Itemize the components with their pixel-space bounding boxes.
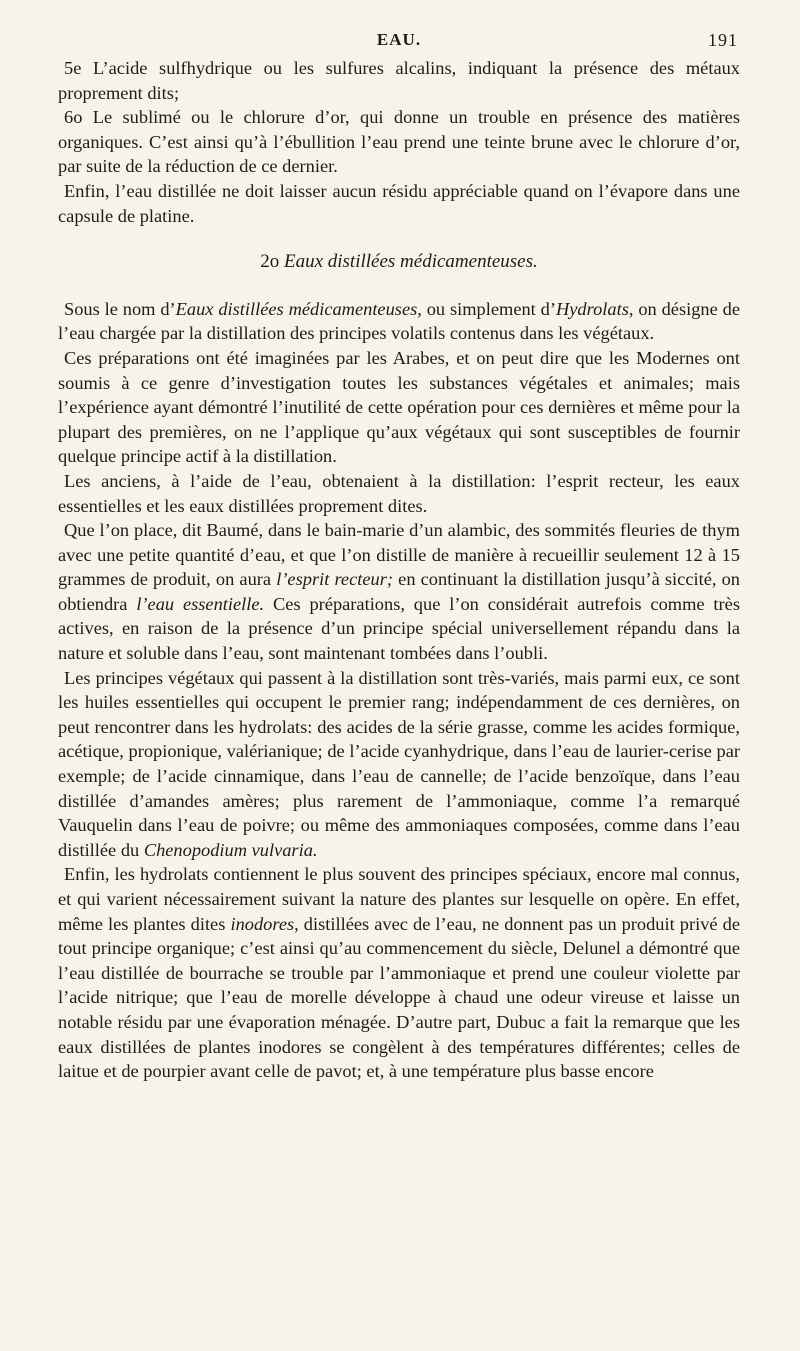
text-run: Enfin, les hydrolats contiennent le plus souvent des principes spéciaux, encore mal connus, et qui varient nécessairement suivant la nature des plantes sur lesquelle on opère. En effet, même les plantes dites — [58, 864, 740, 934]
text-run: Les principes végétaux qui passent à la distillation sont très-variés, mais parmi eux, ce sont les huiles essentielles qui occupent le premier rang; indépendamment de ces dernières, on peut rencontrer dans les hydrolats: des acides de la série grasse, comme les acides formique, acétique, propionique, valérianique; de l’acide cyanhydrique, dans l’eau de laurier-cerise par exemple; de l’acide cinnamique, dans l’eau de cannelle; de l’acide benzoïque, dans l’eau distillée d’amandes amères; plus rarement de l’ammoniaque, comme l’a remarqué Vauquelin dans l’eau de poivre; ou même des ammoniaques composées, comme dans l’eau distillée du — [58, 667, 740, 860]
running-head — [58, 28, 740, 56]
paragraph-item-5: 5e L’acide sulfhydrique ou les sulfures alcalins, indiquant la présence des métaux proprement dits; — [58, 58, 740, 103]
page-number: 191 — [708, 30, 738, 50]
paragraph-item-6: 6o Le sublimé ou le chlorure d’or, qui donne un trouble en présence des matières organiques. C’est ainsi qu’à l’ébullition l’eau prend une teinte brune avec le chlorure d’or, par suite de la réduction de ce dernier. — [58, 107, 740, 177]
page-body — [58, 56, 740, 1084]
italic-term: Hydrolats, — [555, 298, 634, 319]
text-run: Que l’on place, dit Baumé, dans le bain-marie d’un alambic, des sommités fleuries de thym avec une petite quantité d’eau, et que l’on distille de manière à recueillir seulement 12 à 15 grammes de produit, on aura — [58, 520, 740, 590]
text-run: ou simplement d’ — [421, 298, 556, 319]
paragraph-origins: Ces préparations ont été imaginées par les Arabes, et on peut dire que les Modernes ont soumis à ce genre d’investigation toutes les substances végétales et animales; mais l’expérience ayant démontré l’inutilité de cette opération pour ces dernières et même pour la plupart des premières, on ne l’applique qu’aux végétaux qui sont susceptibles de fournir quelque principe actif à la distillation. — [58, 347, 740, 467]
text-run: Sous le nom d’ — [64, 298, 176, 319]
paragraph-enfin-hydrolats — [58, 862, 740, 1083]
section-title: Eaux distillées médicamenteuses. — [283, 251, 538, 273]
italic-term: Chenopodium vulvaria. — [143, 839, 318, 860]
section-number: 2o — [260, 251, 280, 273]
paragraph-enfin: Enfin, l’eau distillée ne doit laisser aucun résidu appréciable quand on l’évapore dans une capsule de platine. — [58, 180, 740, 226]
text-run: distillées avec de l’eau, ne donnent pas un produit privé de tout principe organique; c’est ainsi qu’au commencement du siècle, Delunel a démontré que l’eau distillée de bourrache se trouble par l’ammoniaque et prend une couleur violette par l’acide nitrique; que l’eau de morelle développe à chaud une odeur vireuse et laisse un notable résidu par une évaporation ménagée. D’autre part, Dubuc a fait la remarque que les eaux distillées de plantes inodores se congèlent à des températures différentes; celles de laitue et de pourpier avant celle de pavot; et, à une température plus basse encore — [58, 913, 740, 1082]
italic-term: inodores, — [230, 913, 299, 934]
italic-term: l’eau essentielle. — [136, 593, 265, 614]
paragraph-definition — [58, 297, 740, 346]
italic-term: Eaux distillées médicamenteuses, — [175, 298, 422, 319]
italic-term: l’esprit recteur; — [276, 569, 394, 590]
paragraph-anciens: Les anciens, à l’aide de l’eau, obtenaient à la distillation: l’esprit recteur, les eaux essentielles et les eaux distillées proprement dites. — [58, 470, 740, 516]
paragraph-baume — [58, 518, 740, 666]
section-heading — [58, 250, 740, 275]
text-run: on désigne de l’eau chargée par la distillation des principes volatils contenus dans les végétaux. — [58, 298, 740, 344]
paragraph-principes — [58, 666, 740, 863]
text-run: Ces préparations, que l’on considérait autrefois comme très actives, en raison de la présence d’un principe spécial universellement répandu dans la nature et soluble dans l’eau, sont maintenant tombées dans l’oubli. — [58, 593, 740, 664]
running-title: EAU. — [376, 30, 422, 49]
text-run: en continuant la distillation jusqu’à siccité, on obtiendra — [58, 569, 740, 614]
